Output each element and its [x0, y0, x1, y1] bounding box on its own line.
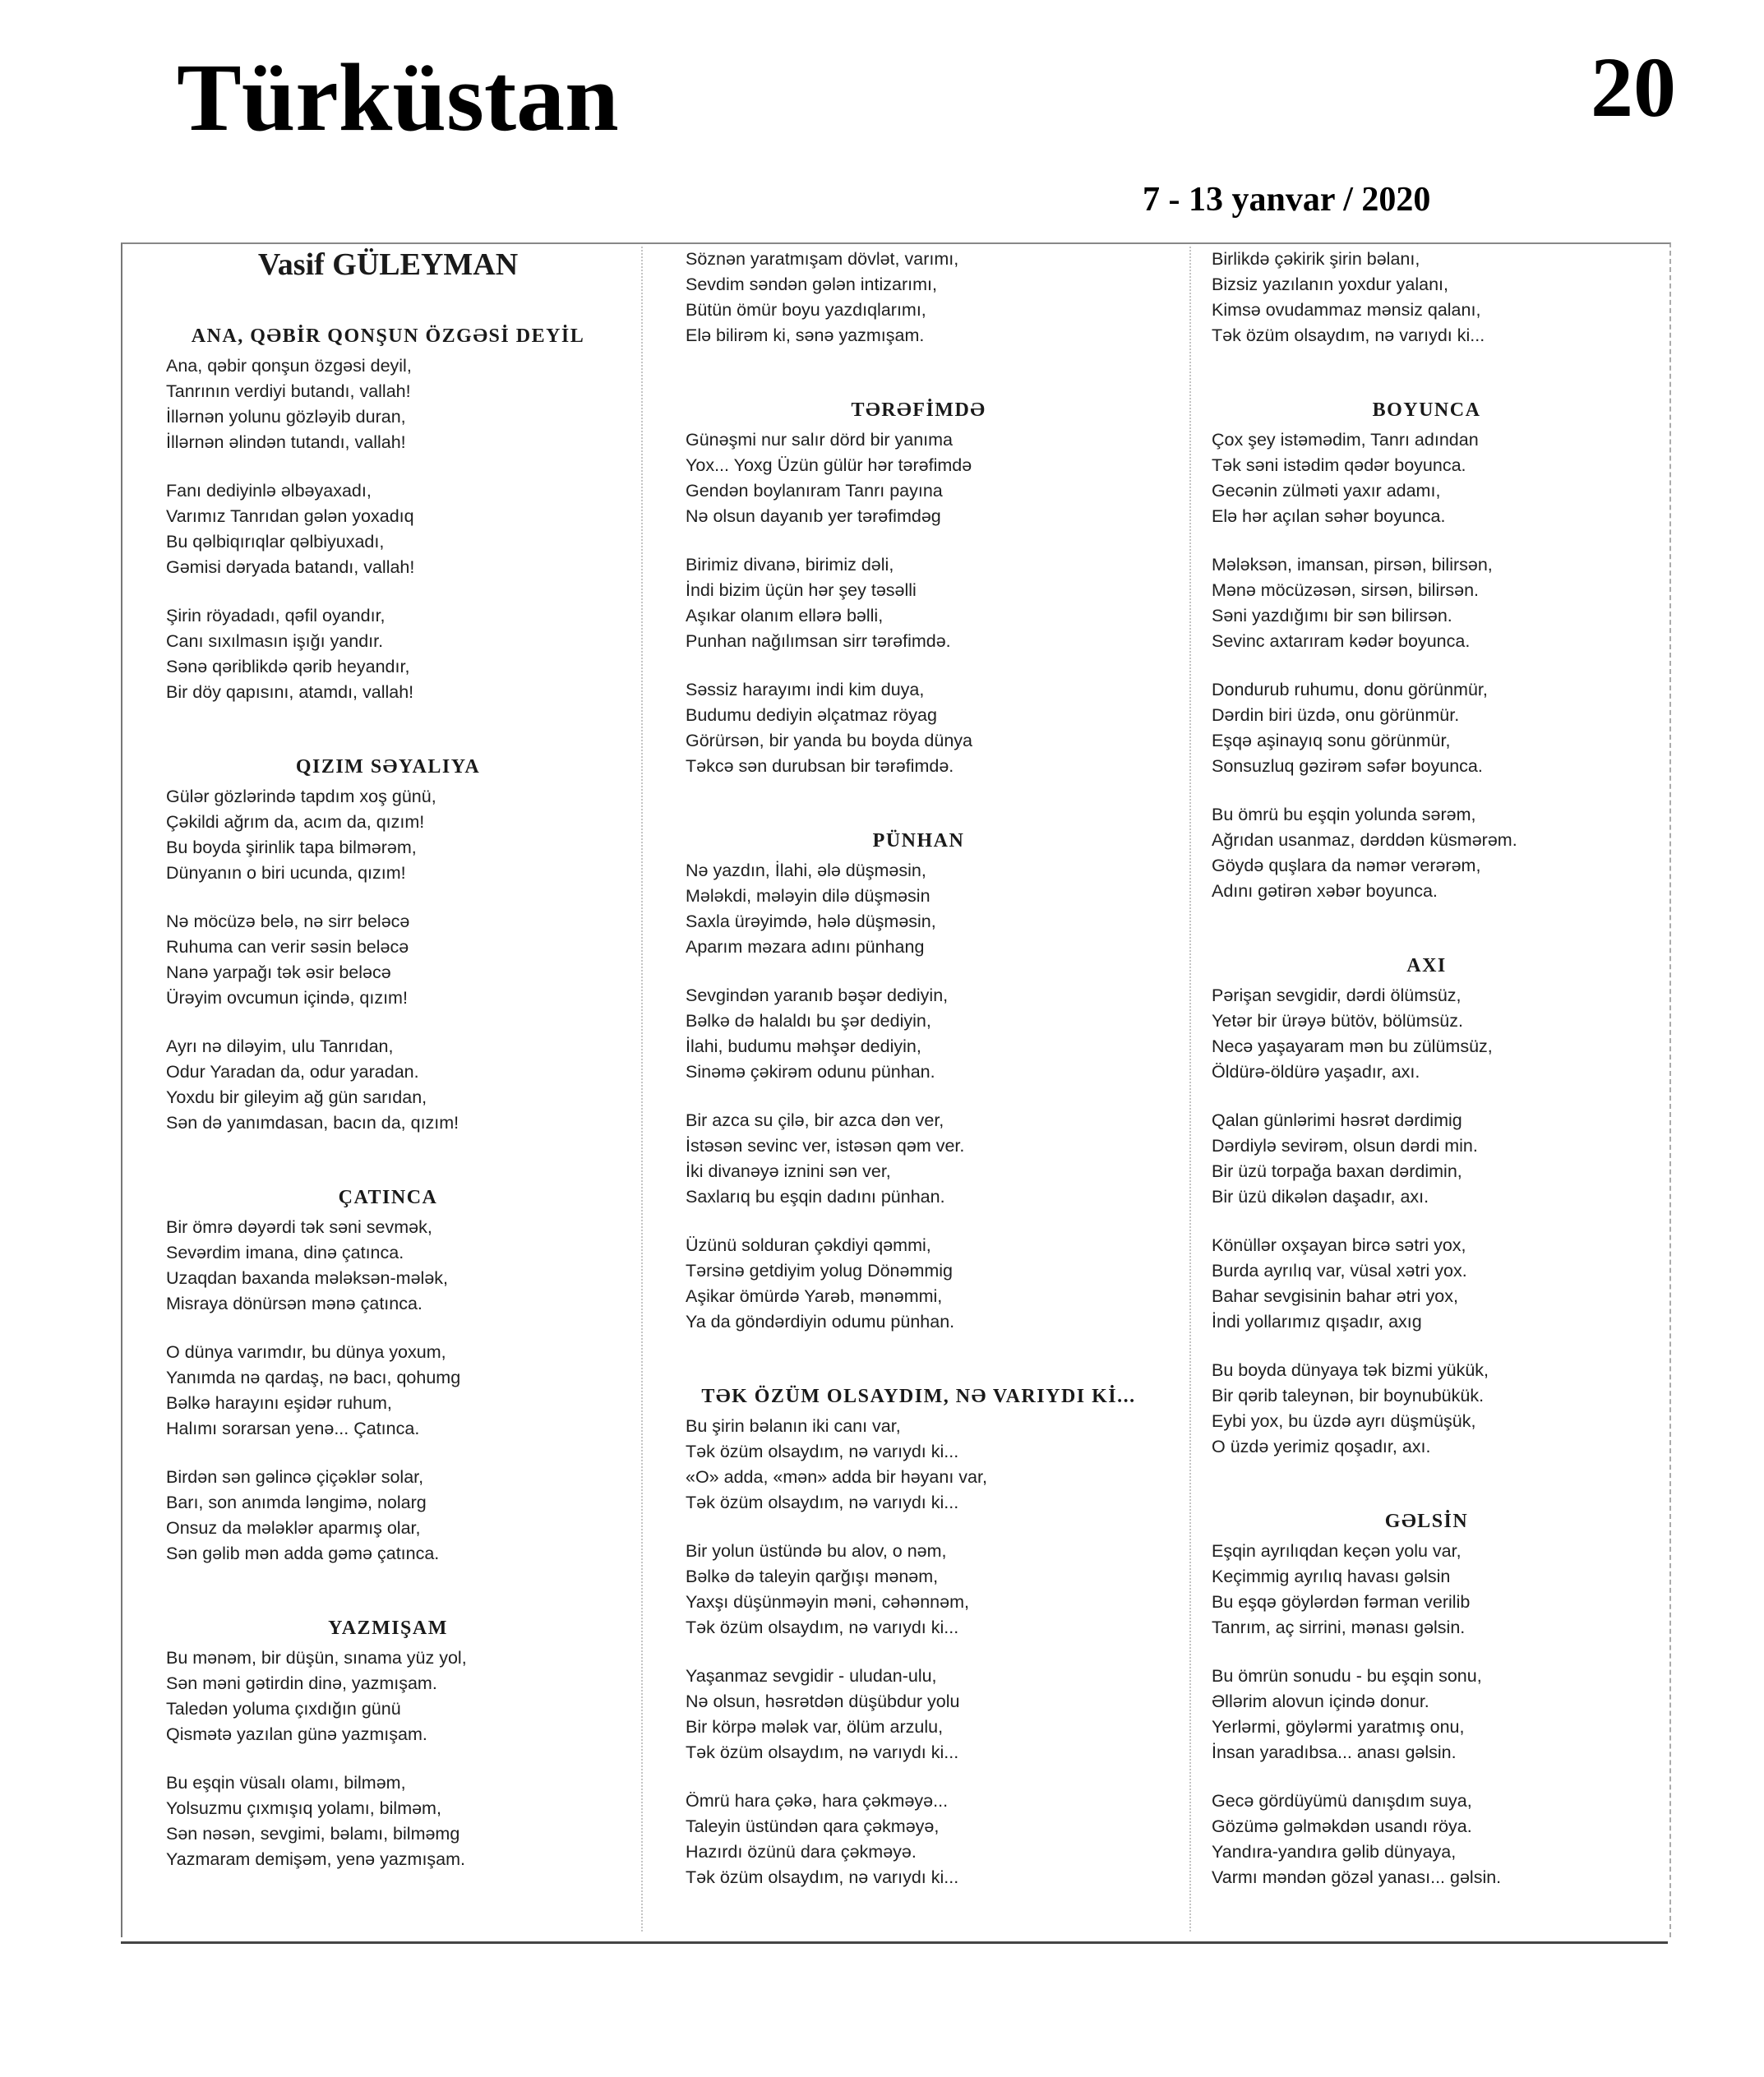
- poem-line: Varmı məndən gözəl yanası... gəlsin.: [1212, 1867, 1502, 1887]
- newspaper-masthead: Türküstan: [177, 44, 619, 151]
- stanza: [686, 677, 1188, 779]
- poem-line: Səssiz harayımı indi kim duya,: [686, 680, 925, 699]
- poem-title: BOYUNCA: [1372, 399, 1481, 421]
- poem-line: Gendən boylanıram Tanrı payına: [686, 481, 943, 501]
- author-name: Vasif GÜLEYMAN: [257, 247, 519, 282]
- poem-line: Eşqin ayrılıqdan keçən yolu var,: [1212, 1541, 1462, 1561]
- poem-title: TƏK ÖZÜM OLSAYDIM, NƏ VARIYDI Kİ...: [701, 1386, 1136, 1407]
- poem-line: Bütün ömür boyu yazdıqlarımı,: [686, 300, 926, 320]
- poem-line: İstəsən sevinc ver, istəsən qəm ver.: [686, 1136, 965, 1156]
- poem-line: Gülər gözlərində tapdım xoş günü,: [166, 787, 436, 806]
- poem-line: Sonsuzluq gəzirəm səfər boyunca.: [1212, 756, 1483, 776]
- poem-line: Nə yazdın, İlahi, ələ düşməsin,: [686, 861, 926, 880]
- poem-line: Ömrü hara çəkə, hara çəkməyə...: [686, 1791, 949, 1811]
- stanza: [1212, 247, 1655, 348]
- poem-line: Dərdin biri üzdə, onu görünmür.: [1212, 705, 1460, 725]
- stanza: [166, 909, 635, 1011]
- poem-line: Qismətə yazılan günə yazmışam.: [166, 1724, 427, 1744]
- poem-line: Keçimmig ayrılıq havası gəlsin: [1212, 1567, 1451, 1586]
- poem-line: Bir azca su çilə, bir azca dən ver,: [686, 1110, 944, 1130]
- poem-line: Bəlkə də halaldı bu şər dediyin,: [686, 1011, 931, 1031]
- poem-line: Mənə möcüzəsən, sirsən, bilirsən.: [1212, 580, 1480, 600]
- poem-line: Bu mənəm, bir düşün, sınama yüz yol,: [166, 1648, 467, 1668]
- poem: [1198, 953, 1655, 1460]
- poem-line: Canı sıxılmasın işığı yandır.: [166, 631, 384, 651]
- poem-line: Öldürə-öldürə yaşadır, axı.: [1212, 1062, 1420, 1082]
- stanza: [686, 247, 1188, 348]
- poem-line: Sənə qəriblikdə qərib heyandır,: [166, 657, 410, 676]
- poem-line: Varımız Tanrıdan gələn yoxadıq: [166, 506, 414, 526]
- stanza: [166, 1034, 635, 1136]
- poem-line: Sevərdim imana, dinə çatınca.: [166, 1243, 404, 1262]
- poem-line: Nə möcüzə belə, nə sirr beləcə: [166, 912, 410, 931]
- poem-line: Bu eşqin vüsalı olamı, bilməm,: [166, 1773, 406, 1793]
- stanza: [1212, 1358, 1655, 1460]
- poem-line: İnsan yaradıbsa... anası gəlsin.: [1212, 1742, 1457, 1762]
- poem: [1198, 398, 1655, 904]
- poem-line: Dünyanın o biri ucunda, qızım!: [166, 863, 406, 883]
- poem-line: Sevgindən yaranıb bəşər dediyin,: [686, 985, 949, 1005]
- poem-line: Səni yazdığımı bir sən bilirsən.: [1212, 606, 1452, 625]
- poem-line: Mələksən, imansan, pirsən, bilirsən,: [1212, 555, 1493, 575]
- stanza: [686, 983, 1188, 1085]
- poem-line: Bu ömrü bu eşqin yolunda sərəm,: [1212, 805, 1476, 824]
- poem-line: Bəlkə də taleyin qarğışı mənəm,: [686, 1567, 939, 1586]
- poem-title: PÜNHAN: [872, 830, 965, 852]
- poem-line: Budumu dediyin əlçatmaz röyag: [686, 705, 937, 725]
- page-number: 20: [1591, 40, 1676, 135]
- poem-line: Eybi yox, bu üzdə ayrı düşmüşük,: [1212, 1411, 1476, 1431]
- poem-line: Bu qəlbiqırıqlar qəlbiyuxadı,: [166, 532, 385, 552]
- poem-line: Nə olsun dayanıb yer tərəfimdəg: [686, 506, 941, 526]
- poem-line: Yolsuzmu çıxmışıq yolamı, bilməm,: [166, 1798, 441, 1818]
- poem-line: Günəşmi nur salır dörd bir yanıma: [686, 430, 954, 450]
- poem-line: Gəmisi dəryada batandı, vallah!: [166, 557, 415, 577]
- poem: [649, 398, 1188, 779]
- poem-line: Sən də yanımdasan, bacın da, qızım!: [166, 1113, 459, 1133]
- poem-line: Saxlarıq bu eşqin dadını pünhan.: [686, 1187, 945, 1207]
- stanza: [686, 1233, 1188, 1335]
- poem-line: Bir yolun üstündə bu alov, o nəm,: [686, 1541, 947, 1561]
- poem-line: Bir ömrə dəyərdi tək səni sevmək,: [166, 1217, 432, 1237]
- poem-line: Pərişan sevgidir, dərdi ölümsüz,: [1212, 985, 1462, 1005]
- poem-line: Bahar sevgisinin bahar ətri yox,: [1212, 1286, 1458, 1306]
- poem-line: Bu boyda dünyaya tək bizmi yükük,: [1212, 1360, 1489, 1380]
- poem-line: Aşıkar olanım ellərə bəlli,: [686, 606, 884, 625]
- poem-line: Ağrıdan usanmaz, dərddən küsmərəm.: [1212, 830, 1517, 850]
- poem-line: Tanrım, aç sirrini, mənası gəlsin.: [1212, 1618, 1466, 1637]
- poem-line: Bu boyda şirinlik tapa bilmərəm,: [166, 838, 417, 857]
- poem-list: [141, 324, 635, 1872]
- stanza: [166, 1340, 635, 1442]
- poem-line: Bir üzü dikələn daşadır, axı.: [1212, 1187, 1429, 1207]
- poem-line: Tək özüm olsaydım, nə varıydı ki...: [686, 1442, 959, 1461]
- stanza: [166, 1770, 635, 1872]
- column-2: [649, 247, 1188, 1890]
- poem-line: Bəlkə harayını eşidər ruhum,: [166, 1393, 392, 1413]
- stanza: [1212, 1539, 1655, 1641]
- poem-line: İndi bizim üçün hər şey təsəlli: [686, 580, 917, 600]
- poem: [649, 828, 1188, 1335]
- poem-title: TƏRƏFİMDƏ: [851, 399, 986, 421]
- poem-line: O üzdə yerimiz qoşadır, axı.: [1212, 1437, 1431, 1456]
- poem-line: Sinəmə çəkirəm odunu pünhan.: [686, 1062, 935, 1082]
- poem-line: Bir körpə mələk var, ölüm arzulu,: [686, 1717, 944, 1737]
- poem-line: Bir döy qapısını, atamdı, vallah!: [166, 682, 414, 702]
- poem-line: Punhan nağılımsan sirr tərəfimdə.: [686, 631, 951, 651]
- poem-line: Bu ömrün sonudu - bu eşqin sonu,: [1212, 1666, 1482, 1686]
- stanza: [166, 1465, 635, 1567]
- column-divider: [641, 247, 643, 1932]
- column-divider: [1189, 247, 1191, 1932]
- poem-line: Əllərim alovun içində donur.: [1212, 1692, 1429, 1711]
- poem-line: Bu şirin bəlanın iki canı var,: [686, 1416, 901, 1436]
- poem-line: Hazırdı özünü dara çəkməyə.: [686, 1842, 917, 1862]
- poem-line: Yerlərmi, göylərmi yaratmış onu,: [1212, 1717, 1465, 1737]
- poem: [141, 1616, 635, 1872]
- poem-line: Tək özüm olsaydım, nə varıydı ki...: [686, 1618, 959, 1637]
- poem-line: Sən nəsən, sevgimi, bəlamı, bilməmg: [166, 1824, 460, 1844]
- stanza: [1212, 802, 1655, 904]
- poem-line: Ana, qəbir qonşun özgəsi deyil,: [166, 356, 412, 376]
- poem-line: Bir qərib taleynən, bir boynubükük.: [1212, 1386, 1485, 1405]
- poem-line: Taleyin üstündən qara çəkməyə,: [686, 1816, 940, 1836]
- poem-line: Bu eşqə göylərdən fərman verilib: [1212, 1592, 1471, 1612]
- stanza: [1212, 983, 1655, 1085]
- poem-line: Taledən yoluma çıxdığın günü: [166, 1699, 401, 1719]
- poem-line: İllərnən yolunu gözləyib duran,: [166, 407, 406, 427]
- stanza: [1212, 427, 1655, 529]
- poem-line: Tək özüm olsaydım, nə varıydı ki...: [686, 1742, 959, 1762]
- poem-line: Burda ayrılıq var, vüsal xətri yox.: [1212, 1261, 1467, 1281]
- poem-line: «O» adda, «mən» adda bir həyanı var,: [686, 1467, 987, 1487]
- poem: [1198, 1509, 1655, 1890]
- poem-line: Halımı sorarsan yenə... Çatınca.: [166, 1419, 420, 1438]
- poem-title: QIZIM SƏYALIYA: [295, 756, 481, 778]
- poem-line: Çox şey istəmədim, Tanrı adından: [1212, 430, 1479, 450]
- stanza: [1212, 552, 1655, 654]
- poem-line: Sən məni gətirdin dinə, yazmışam.: [166, 1673, 437, 1693]
- poem-line: Dərdiylə sevirəm, olsun dərdi min.: [1212, 1136, 1478, 1156]
- stanza: [166, 353, 635, 455]
- poem-line: Yetər bir ürəyə bütöv, bölümsüz.: [1212, 1011, 1463, 1031]
- poem-line: Dondurub ruhumu, donu görünmür,: [1212, 680, 1488, 699]
- poem-line: Gecə gördüyümü danışdım suya,: [1212, 1791, 1472, 1811]
- poem-line: Gecənin zülməti yaxır adamı,: [1212, 481, 1441, 501]
- poem-line: İlahi, budumu məhşər dediyin,: [686, 1036, 921, 1056]
- poem-line: Barı, son anımda ləngimə, nolarg: [166, 1493, 427, 1512]
- stanza: [1212, 1108, 1655, 1210]
- stanza: [686, 427, 1188, 529]
- poem-line: Söznən yaratmışam dövlət, varımı,: [686, 249, 959, 269]
- stanza: [1212, 1233, 1655, 1335]
- poem-list: [649, 247, 1188, 1890]
- poem-line: Mələkdi, mələyin dilə düşməsin: [686, 886, 930, 906]
- poem-line: İndi yollarımız qışadır, axıg: [1212, 1312, 1422, 1332]
- poem-line: Birdən sən gəlincə çiçəklər solar,: [166, 1467, 424, 1487]
- poem-line: Çəkildi ağrım da, acım da, qızım!: [166, 812, 425, 832]
- poem-line: Birimiz divanə, birimiz dəli,: [686, 555, 894, 575]
- poem-line: Yaxşı düşünməyin məni, cəhənnəm,: [686, 1592, 969, 1612]
- poem-line: Fanı dediyinlə əlbəyaxadı,: [166, 481, 372, 501]
- poem-line: Nanə yarpağı tək əsir beləcə: [166, 962, 391, 982]
- poem-line: Gözümə gəlməkdən usandı röya.: [1212, 1816, 1472, 1836]
- poem-line: Elə hər açılan səhər boyunca.: [1212, 506, 1446, 526]
- poem-line: Nə olsun, həsrətdən düşübdur yolu: [686, 1692, 960, 1711]
- poem-line: İki divanəyə iznini sən ver,: [686, 1161, 891, 1181]
- poem-line: Üzünü solduran çəkdiyi qəmmi,: [686, 1235, 931, 1255]
- poem-line: Tanrının verdiyi butandı, vallah!: [166, 381, 411, 401]
- stanza: [686, 858, 1188, 960]
- stanza: [686, 1414, 1188, 1516]
- stanza: [166, 478, 635, 580]
- stanza: [686, 1539, 1188, 1641]
- poem-line: Odur Yaradan da, odur yaradan.: [166, 1062, 419, 1082]
- column-3: [1198, 247, 1655, 1890]
- poem-line: Sevdim səndən gələn intizarımı,: [686, 275, 937, 294]
- poem: [141, 1185, 635, 1567]
- stanza: [1212, 677, 1655, 779]
- poem-title: AXI: [1406, 955, 1447, 976]
- stanza: [686, 1664, 1188, 1765]
- poem-line: Necə yaşayaram mən bu zülümsüz,: [1212, 1036, 1493, 1056]
- poem-line: Tək özüm olsaydım, nə varıydı ki...: [1212, 325, 1485, 345]
- stanza: [166, 1645, 635, 1747]
- poem: [141, 324, 635, 705]
- poem: [649, 1384, 1188, 1890]
- poem-line: Qalan günlərimi həsrət dərdimig: [1212, 1110, 1462, 1130]
- stanza: [166, 1215, 635, 1317]
- poem-title: ANA, QƏBİR QONŞUN ÖZGƏSİ DEYİL: [191, 325, 585, 347]
- poem-line: Könüllər oxşayan bircə sətri yox,: [1212, 1235, 1466, 1255]
- poem-line: Tək səni istədim qədər boyunca.: [1212, 455, 1466, 475]
- stanza: [686, 1789, 1188, 1890]
- poem-line: Sevinc axtarıram kədər boyunca.: [1212, 631, 1471, 651]
- poem-line: Elə bilirəm ki, sənə yazmışam.: [686, 325, 925, 345]
- poem-line: Göydə quşlara da nəmər verərəm,: [1212, 856, 1481, 875]
- poem-line: Sən gəlib mən adda gəmə çatınca.: [166, 1544, 440, 1563]
- poem-line: İllərnən əlindən tutandı, vallah!: [166, 432, 406, 452]
- poem: [1198, 247, 1655, 348]
- poem-title: ÇATINCA: [338, 1187, 438, 1208]
- poem-line: Aşikar ömürdə Yarəb, mənəmmi,: [686, 1286, 943, 1306]
- poem-line: Onsuz da mələklər aparmış olar,: [166, 1518, 421, 1538]
- stanza: [166, 784, 635, 886]
- poem-line: Tərsinə getdiyim yolug Dönəmmig: [686, 1261, 954, 1281]
- stanza: [686, 1108, 1188, 1210]
- poem-line: Adını gətirən xəbər boyunca.: [1212, 881, 1438, 901]
- poem-line: Yandıra-yandıra gəlib dünyaya,: [1212, 1842, 1457, 1862]
- poem-line: Yox... Yoxg Üzün gülür hər tərəfimdə: [686, 455, 972, 475]
- poem-line: Tək özüm olsaydım, nə varıydı ki...: [686, 1867, 959, 1887]
- poem-line: Ürəyim ovcumun içində, qızım!: [166, 988, 408, 1008]
- poem-line: Kimsə ovudammaz mənsiz qalanı,: [1212, 300, 1481, 320]
- poem-line: Uzaqdan baxanda mələksən-mələk,: [166, 1268, 449, 1288]
- poem-line: O dünya varımdır, bu dünya yoxum,: [166, 1342, 446, 1362]
- column-1: [141, 247, 635, 1872]
- poem-line: Yazmaram demişəm, yenə yazmışam.: [166, 1849, 466, 1869]
- stanza: [1212, 1789, 1655, 1890]
- poem: [649, 247, 1188, 348]
- poem-line: Yanımda nə qardaş, nə bacı, qohumg: [166, 1368, 461, 1387]
- poem-line: Birlikdə çəkirik şirin bəlanı,: [1212, 249, 1420, 269]
- poem-title: YAZMIŞAM: [328, 1618, 448, 1639]
- stanza: [1212, 1664, 1655, 1765]
- stanza: [686, 552, 1188, 654]
- poem-line: Saxla ürəyimdə, hələ düşməsin,: [686, 912, 936, 931]
- poem-line: Ayrı nə diləyim, ulu Tanrıdan,: [166, 1036, 394, 1056]
- stanza: [166, 603, 635, 705]
- poem-line: Eşqə aşinayıq sonu görünmür,: [1212, 731, 1451, 750]
- poem-list: [1198, 247, 1655, 1890]
- bottom-rule: [121, 1941, 1668, 1944]
- poem-line: Görürsən, bir yanda bu boyda dünya: [686, 731, 973, 750]
- poem-line: Bir üzü torpağa baxan dərdimin,: [1212, 1161, 1462, 1181]
- poem-line: Şirin röyadadı, qəfil oyandır,: [166, 606, 386, 625]
- issue-date: 7 - 13 yanvar / 2020: [1143, 181, 1431, 219]
- poem-line: Misraya dönürsən mənə çatınca.: [166, 1294, 423, 1313]
- poem-line: Yoxdu bir gileyim ağ gün sarıdan,: [166, 1087, 427, 1107]
- poem-line: Yaşanmaz sevgidir - uludan-ulu,: [686, 1666, 937, 1686]
- poem-line: Ya da göndərdiyin odumu pünhan.: [686, 1312, 955, 1332]
- poem-title: GƏLSİN: [1384, 1511, 1469, 1532]
- poem-line: Aparım məzara adını pünhang: [686, 937, 925, 957]
- poem: [141, 755, 635, 1136]
- poem-line: Bizsiz yazılanın yoxdur yalanı,: [1212, 275, 1448, 294]
- poem-line: Təkcə sən durubsan bir tərəfimdə.: [686, 756, 954, 776]
- poem-line: Ruhuma can verir səsin beləcə: [166, 937, 409, 957]
- poem-line: Tək özüm olsaydım, nə varıydı ki...: [686, 1493, 959, 1512]
